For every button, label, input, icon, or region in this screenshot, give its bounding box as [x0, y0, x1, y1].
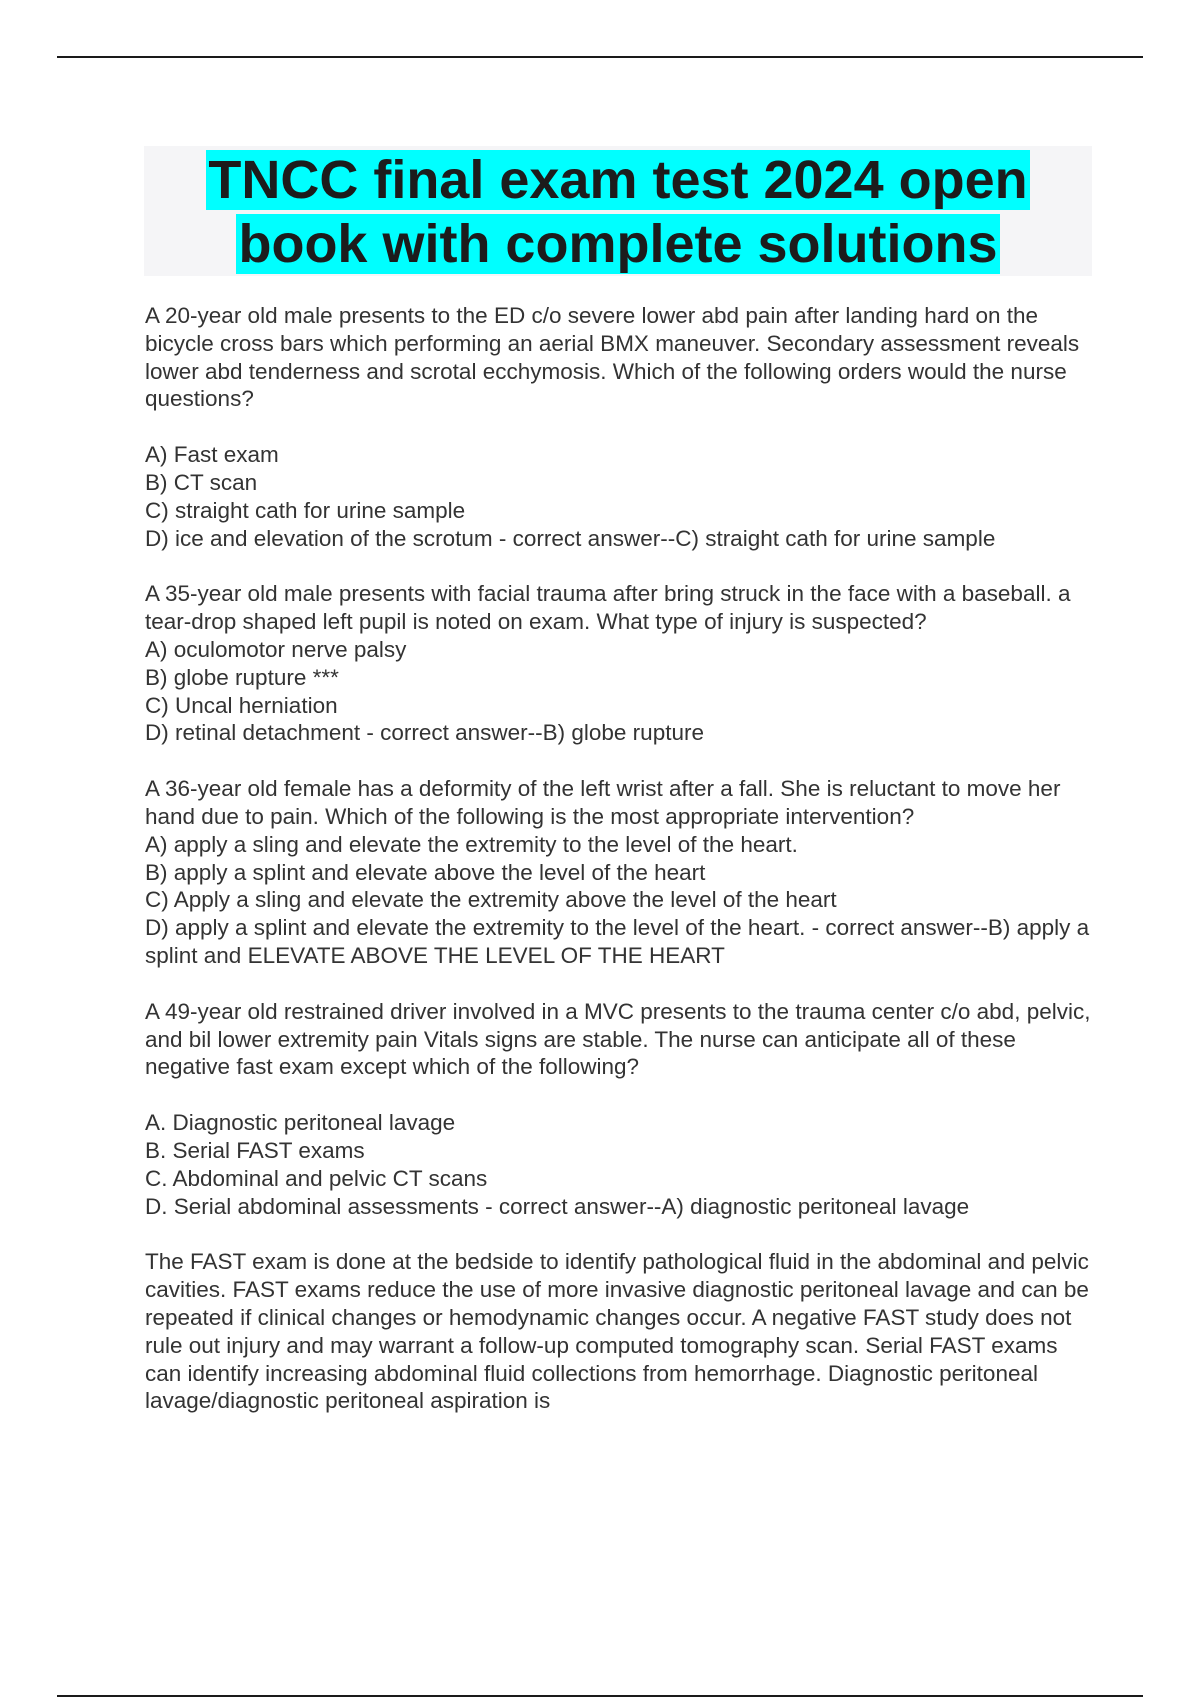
question-4-stem: A 49-year old restrained driver involved in a MVC presents to the trauma center c/o abd, pelvic, and bil lower extremity pain Vitals signs are stable. The nurse can anticipate all of these negative fast exam except which of the following? [145, 998, 1091, 1080]
question-1-option-b: B) CT scan [145, 469, 258, 495]
question-4-option-a: A. Diagnostic peritoneal lavage [145, 1110, 456, 1136]
top-rule [57, 56, 1143, 58]
document-title [144, 146, 1092, 276]
title-banner [144, 146, 1092, 276]
bottom-rule [57, 1695, 1143, 1697]
question-4-option-b: B. Serial FAST exams [145, 1137, 365, 1163]
question-1-stem: A 20-year old male presents to the ED c/o severe lower abd pain after landing hard on the bicycle cross bars which performing an aerial BMX maneuver. Secondary assessment reveals lower abd tenderness and scrotal ecchymosis. Which of the following orders would the nurse questions? [145, 303, 1080, 412]
question-2-option-c: C) Uncal herniation [145, 692, 338, 718]
question-2-option-d-answer: D) retinal detachment - correct answer--B) globe rupture [145, 720, 704, 746]
question-3-option-a: A) apply a sling and elevate the extremity to the level of the heart. [145, 831, 798, 857]
question-2-option-b: B) globe rupture *** [145, 664, 339, 690]
question-1-option-c: C) straight cath for urine sample [145, 497, 466, 523]
question-1-option-d-answer: D) ice and elevation of the scrotum - correct answer--C) straight cath for urine sample [145, 525, 996, 551]
question-4-option-d-answer: D. Serial abdominal assessments - correct answer--A) diagnostic peritoneal lavage [145, 1193, 970, 1219]
question-3-option-c: C) Apply a sling and elevate the extremity above the level of the heart [145, 887, 837, 913]
explanation-paragraph: The FAST exam is done at the bedside to identify pathological fluid in the abdominal and pelvic cavities. FAST exams reduce the use of more invasive diagnostic peritoneal lavage and can be repeated if clinical changes or hemodynamic changes occur. A negative FAST study does not rule out injury and may warrant a follow-up computed tomography scan. Serial FAST exams can identify increasing abdominal fluid collections from hemorrhage. Diagnostic peritoneal lavage/diagnostic peritoneal aspiration is [145, 1249, 1089, 1414]
question-2-option-a: A) oculomotor nerve palsy [145, 636, 407, 662]
title-line-2: book with complete solutions [238, 214, 998, 274]
question-3-stem: A 36-year old female has a deformity of the left wrist after a fall. She is reluctant to move her hand due to pain. Which of the following is the most appropriate intervention? [145, 776, 1061, 829]
title-line-1: TNCC final exam test 2024 open [208, 150, 1028, 210]
document-body [145, 302, 1095, 1415]
question-1-option-a: A) Fast exam [145, 442, 279, 468]
question-3-option-b: B) apply a splint and elevate above the level of the heart [145, 859, 706, 885]
question-2-stem: A 35-year old male presents with facial trauma after bring struck in the face with a baseball. a tear-drop shaped left pupil is noted on exam. What type of injury is suspected? [145, 581, 1071, 635]
question-4-option-c: C. Abdominal and pelvic CT scans [145, 1165, 488, 1191]
question-3-option-d-answer: D) apply a splint and elevate the extremity to the level of the heart. - correct answer--B) apply a splint and ELEVATE ABOVE THE LEVEL OF THE HEART [145, 915, 1090, 968]
